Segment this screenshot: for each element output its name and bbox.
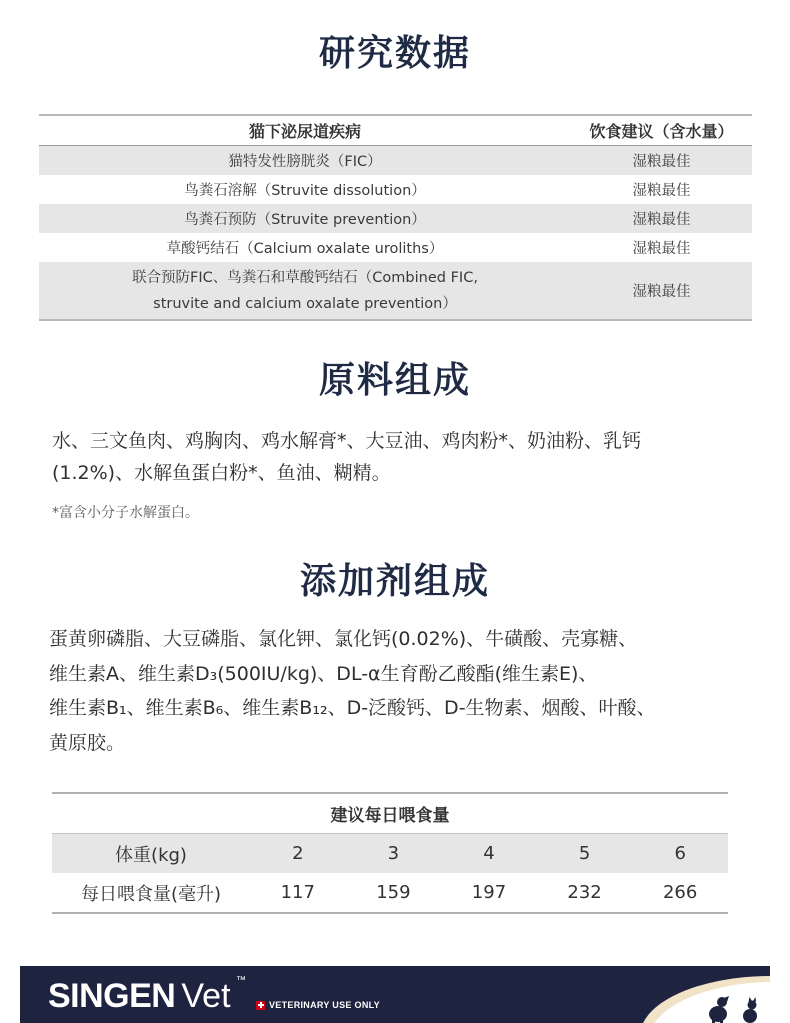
disease-line: 联合预防FIC、鸟粪石和草酸钙结石（Combined FIC,	[132, 269, 478, 286]
brand-name-bold: SINGEN	[48, 977, 176, 1015]
advice-cell: 湿粮最佳	[632, 183, 691, 199]
disease-cell: 鸟粪石预防（Struvite prevention）	[184, 212, 426, 228]
additives-line: 维生素A、维生素D₃(500IU/kg)、DL-α生育酚乙酸酯(维生素E)、	[49, 662, 598, 685]
research-table	[39, 114, 752, 321]
research-table-header	[39, 116, 752, 146]
weight-value: 3	[387, 843, 400, 864]
additives-text	[49, 622, 769, 760]
table-row	[39, 146, 752, 175]
ingredients-note: *富含小分子水解蛋白。	[52, 505, 199, 521]
ingredients-line: 水、三文鱼肉、鸡胸肉、鸡水解膏*、大豆油、鸡肉粉*、奶油粉、乳钙	[52, 430, 642, 452]
advice-cell: 湿粮最佳	[632, 212, 691, 228]
additives-line: 维生素B₁、维生素B₆、维生素B₁₂、D-泛酸钙、D-生物素、烟酸、叶酸、	[49, 697, 656, 719]
weight-label: 体重(kg)	[115, 844, 187, 866]
amount-label: 每日喂食量(毫升)	[80, 883, 222, 905]
disease-cell: 鸟粪石溶解（Struvite dissolution）	[184, 183, 426, 199]
amount-row	[52, 873, 728, 912]
ingredients-title: 原料组成	[318, 360, 471, 401]
dog-and-cat-icon	[700, 990, 766, 1023]
research-title: 研究数据	[318, 33, 471, 74]
feeding-title: 建议每日喂食量	[52, 794, 728, 834]
advice-cell: 湿粮最佳	[632, 154, 691, 170]
disease-cell: 猫特发性膀胱炎（FIC）	[228, 154, 382, 170]
advice-cell: 湿粮最佳	[632, 284, 691, 300]
table-row	[39, 233, 752, 262]
table-row	[39, 175, 752, 204]
header-disease: 猫下泌尿道疾病	[248, 122, 361, 141]
weight-value: 5	[578, 843, 591, 864]
ingredients-line: (1.2%)、水解鱼蛋白粉*、鱼油、糊精。	[52, 462, 391, 484]
brand-banner	[20, 966, 770, 1023]
weight-value: 4	[483, 843, 495, 864]
additives-title: 添加剂组成	[299, 561, 490, 602]
additives-line: 黄原胶。	[49, 731, 126, 754]
amount-value: 117	[280, 882, 315, 903]
table-row	[39, 204, 752, 233]
brand-logo	[48, 976, 231, 1016]
advice-cell: 湿粮最佳	[632, 241, 691, 257]
weight-row	[52, 834, 728, 873]
weight-value: 6	[674, 843, 686, 864]
tagline-text: VETERINARY USE ONLY	[269, 1000, 380, 1010]
brand-name-light: Vet	[181, 977, 231, 1015]
disease-line: struvite and calcium oxalate prevention）	[153, 295, 457, 312]
ingredients-text	[52, 425, 752, 489]
amount-value: 266	[662, 882, 698, 903]
trademark-mark: ™	[236, 975, 246, 986]
weight-value: 2	[292, 843, 304, 864]
table-row	[39, 262, 752, 319]
veterinary-tagline	[256, 1000, 380, 1010]
amount-value: 232	[567, 882, 602, 903]
feeding-table	[52, 792, 728, 914]
disease-cell	[39, 265, 571, 317]
header-advice: 饮食建议（含水量）	[589, 122, 734, 141]
amount-value: 197	[471, 882, 507, 903]
additives-line: 蛋黄卵磷脂、大豆磷脂、氯化钾、氯化钙(0.02%)、牛磺酸、壳寡糖、	[49, 628, 638, 650]
swiss-cross-icon	[256, 1001, 265, 1010]
amount-value: 159	[376, 882, 411, 903]
disease-cell: 草酸钙结石（Calcium oxalate uroliths）	[166, 241, 444, 257]
